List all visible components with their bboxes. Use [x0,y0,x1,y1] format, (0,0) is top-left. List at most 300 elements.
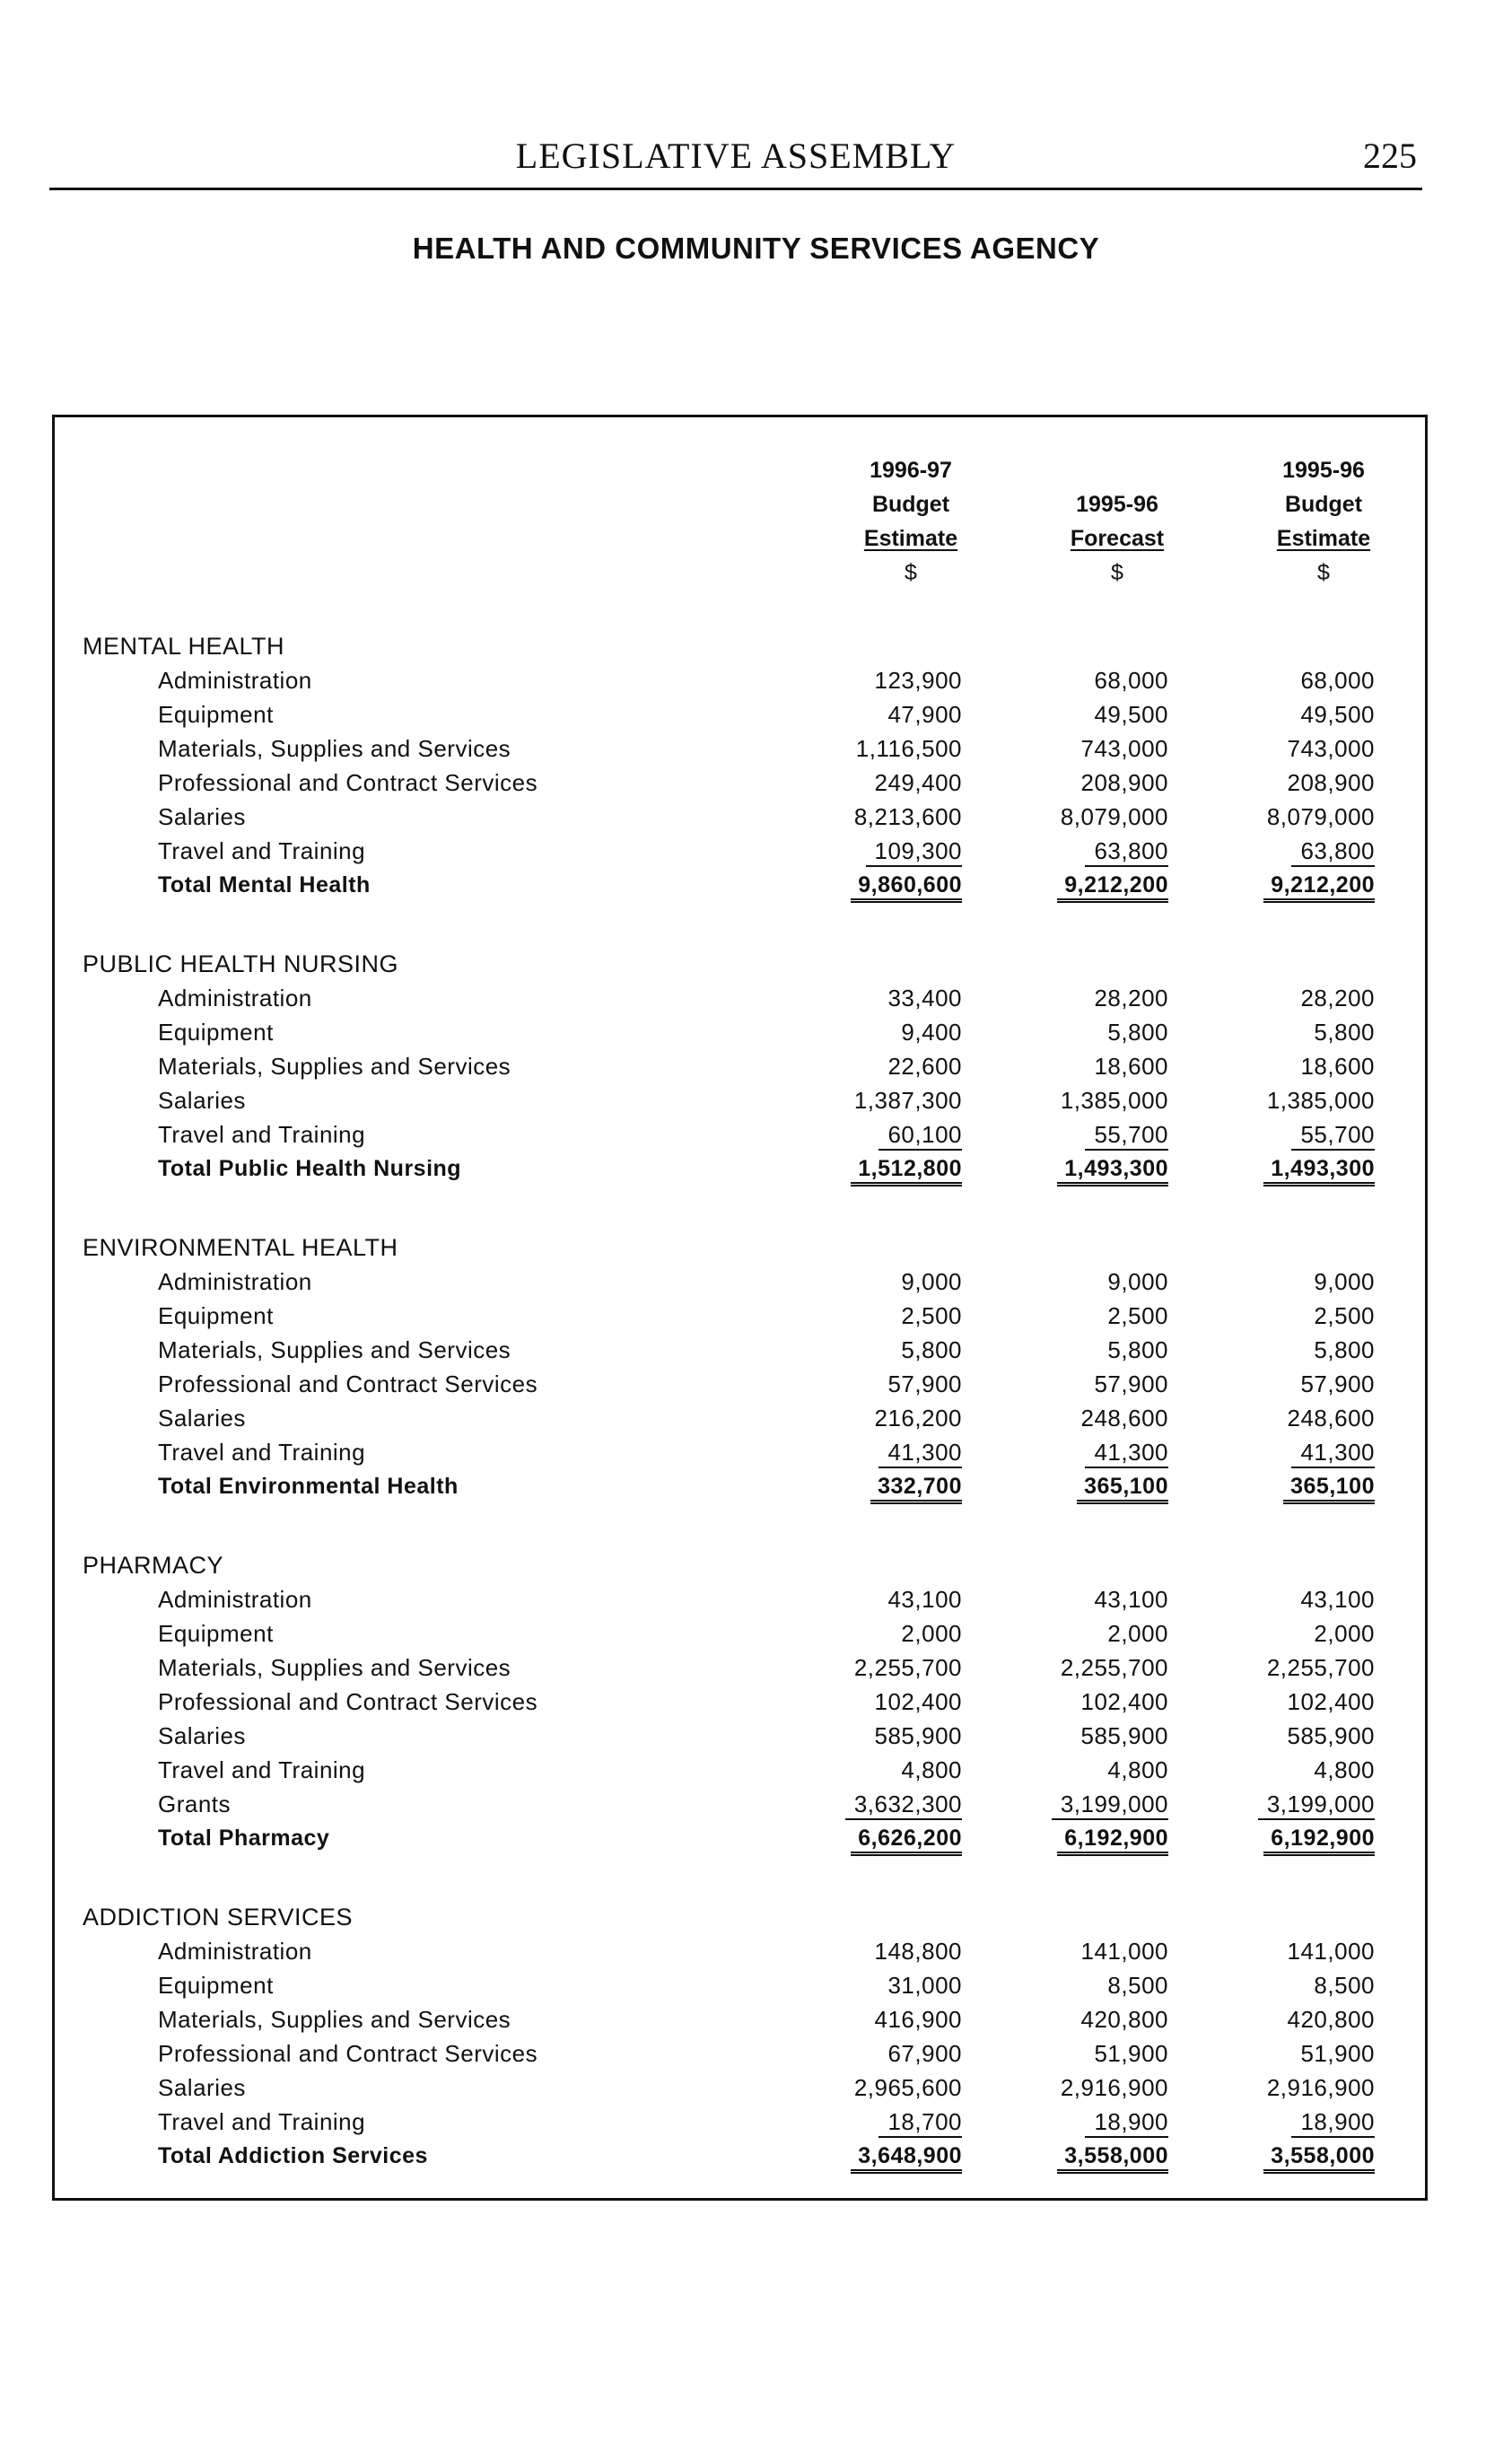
amount: 9,860,600 [851,872,962,903]
amount: 68,000 [1300,667,1375,694]
value-cell [1034,2036,1168,2071]
value-cell [827,1117,962,1151]
amount: 43,100 [1300,1586,1375,1613]
value-cell [1034,1015,1168,1049]
amount: 3,632,300 [845,1791,962,1820]
amount: 67,900 [887,2040,962,2067]
value-cell [1034,2071,1168,2105]
row-label-cell [158,2002,867,2036]
row-label-cell [158,2036,867,2071]
amount: 41,300 [1291,1439,1375,1468]
row-label-cell [158,1685,867,1719]
row-label-cell [158,1934,867,1968]
amount: 2,000 [1314,1620,1375,1647]
row-label-cell [158,1582,867,1616]
value-cell [1034,1719,1168,1753]
amount: 63,800 [1291,837,1375,867]
amount: 8,079,000 [1060,803,1168,830]
value-cell [827,1435,962,1469]
amount: 332,700 [870,1474,962,1504]
value-cell [1034,1968,1168,2002]
value-cell [827,1083,962,1117]
value-cell [827,1469,962,1503]
column-header-line: Estimate [863,526,958,551]
value-cell [827,731,962,766]
amount: 18,600 [1300,1053,1375,1080]
value-cell [1034,1117,1168,1151]
value-cell [1034,1265,1168,1299]
value-cell [1240,1049,1375,1083]
dot-leader [158,1719,867,1753]
line-item-row [83,1787,1375,1821]
line-item-row [83,1651,1375,1685]
row-label-cell [158,1333,867,1367]
amount: 743,000 [1287,735,1375,762]
amount: 55,700 [1085,1121,1168,1151]
value-cell [827,1367,962,1401]
amount: 1,493,300 [1057,1156,1168,1186]
value-cell [1034,1753,1168,1787]
row-label: Professional and Contract Services [158,1370,546,1397]
row-label-cell [158,1117,867,1151]
row-label: Total Addiction Services [158,2143,437,2168]
amount: 102,400 [1080,1688,1168,1715]
row-label-cell [158,1299,867,1333]
amount: 2,500 [901,1302,962,1329]
amount: 4,800 [1107,1756,1168,1783]
value-cell [827,1934,962,1968]
value-cell [1240,1367,1375,1401]
row-label: Salaries [158,1405,255,1432]
amount: 8,500 [1107,1972,1168,1999]
amount: 102,400 [874,1688,962,1715]
column-header-line [1027,453,1207,487]
amount: 420,800 [1080,2006,1168,2033]
row-label-cell [158,2139,867,2173]
value-cell [827,2002,962,2036]
value-cell [827,766,962,800]
line-item-row [83,1299,1375,1333]
line-item-row [83,697,1375,731]
amount: 8,500 [1314,1972,1375,1999]
row-label-cell [158,1083,867,1117]
value-cell [827,1968,962,2002]
line-item-row [83,800,1375,834]
budget-sections [83,629,1375,2218]
row-label-cell [158,1719,867,1753]
amount: 365,100 [1283,1474,1375,1504]
value-cell [827,834,962,868]
row-label: Salaries [158,803,255,830]
amount: 208,900 [1080,769,1168,796]
value-cell [827,1821,962,1855]
value-cell [1240,981,1375,1015]
value-cell [1240,1151,1375,1186]
row-label-cell [158,834,867,868]
amount: 2,000 [1107,1620,1168,1647]
amount: 9,212,200 [1057,872,1168,903]
value-cell [1034,1934,1168,1968]
amount: 8,079,000 [1266,803,1375,830]
row-label-cell [158,766,867,800]
amount: 2,500 [1314,1302,1375,1329]
amount: 9,212,200 [1263,872,1375,903]
dot-leader [158,800,867,834]
row-label-cell [158,1821,867,1855]
line-item-row [83,1049,1375,1083]
value-cell [1240,2002,1375,2036]
value-cell [1240,1401,1375,1435]
amount: 6,192,900 [1263,1826,1375,1856]
amount: 141,000 [1080,1938,1168,1965]
row-label: Administration [158,1586,321,1613]
amount: 102,400 [1287,1688,1375,1715]
amount: 63,800 [1085,837,1168,867]
value-cell [1240,2139,1375,2173]
value-cell [1240,1616,1375,1651]
amount: 43,100 [887,1586,962,1613]
value-cell [1034,1685,1168,1719]
line-item-row [83,1117,1375,1151]
value-cell [1034,1083,1168,1117]
amount: 416,900 [874,2006,962,2033]
amount: 585,900 [1080,1722,1168,1749]
line-item-row [83,1333,1375,1367]
amount: 420,800 [1287,2006,1375,2033]
column-header-line: Estimate [1276,526,1371,551]
amount: 4,800 [1314,1756,1375,1783]
budget-section [83,947,1375,1186]
row-label: Administration [158,1938,321,1965]
value-cell [1034,834,1168,868]
amount: 9,400 [901,1019,962,1046]
value-cell [1034,766,1168,800]
running-head-title: LEGISLATIVE ASSEMBLY [515,136,957,176]
value-cell [827,1299,962,1333]
value-cell [1240,1651,1375,1685]
value-cell [1034,1049,1168,1083]
value-cell [1240,1333,1375,1367]
value-cell [1240,1968,1375,2002]
amount: 2,255,700 [1060,1654,1168,1681]
row-label: Materials, Supplies and Services [158,1053,520,1080]
column-header-1996-97-estimate [821,453,1001,590]
row-label: Salaries [158,2074,255,2101]
line-item-row [83,1435,1375,1469]
value-cell [827,1685,962,1719]
line-item-row [83,1265,1375,1299]
row-label: Professional and Contract Services [158,2040,546,2067]
value-cell [827,663,962,697]
row-label: Administration [158,985,321,1011]
row-label: Equipment [158,1620,283,1647]
row-label: Total Pharmacy [158,1826,338,1851]
amount: 2,255,700 [1266,1654,1375,1681]
row-label-cell [158,1049,867,1083]
amount: 8,213,600 [853,803,962,830]
value-cell [1034,1367,1168,1401]
row-label: Travel and Training [158,837,374,864]
value-cell [827,1049,962,1083]
value-cell [1034,1333,1168,1367]
amount: 49,500 [1094,701,1168,728]
amount: 33,400 [887,985,962,1011]
amount: 5,800 [1314,1336,1375,1363]
section-title: PUBLIC HEALTH NURSING [83,950,399,977]
value-cell [827,2105,962,2139]
row-label: Travel and Training [158,1756,374,1783]
row-label-cell [158,1651,867,1685]
total-row [83,1469,1375,1503]
amount: 1,387,300 [853,1087,962,1114]
row-label-cell [158,2105,867,2139]
value-cell [1034,1821,1168,1855]
value-cell [827,1265,962,1299]
value-cell [1240,1083,1375,1117]
amount: 5,800 [1314,1019,1375,1046]
line-item-row [83,1083,1375,1117]
value-cell [1240,766,1375,800]
row-label-cell [158,1787,867,1821]
value-cell [1240,731,1375,766]
value-cell [1034,1582,1168,1616]
line-item-row [83,2036,1375,2071]
amount: 57,900 [1094,1370,1168,1397]
amount: 3,648,900 [851,2143,962,2174]
line-item-row [83,663,1375,697]
budget-section [83,629,1375,902]
value-cell [1034,1151,1168,1186]
line-item-row [83,1753,1375,1787]
amount: 28,200 [1094,985,1168,1011]
value-cell [1240,1117,1375,1151]
value-cell [827,1151,962,1186]
value-cell [1240,1719,1375,1753]
value-cell [1240,1015,1375,1049]
value-cell [827,868,962,902]
amount: 5,800 [1107,1336,1168,1363]
row-label: Administration [158,667,321,694]
value-cell [827,1651,962,1685]
line-item-row [83,1719,1375,1753]
value-cell [1034,1435,1168,1469]
amount: 60,100 [878,1121,962,1151]
line-item-row [83,1685,1375,1719]
value-cell [827,1719,962,1753]
value-cell [1240,2105,1375,2139]
row-label: Equipment [158,1019,283,1046]
row-label-cell [158,800,867,834]
amount: 208,900 [1287,769,1375,796]
section-title: ADDICTION SERVICES [83,1904,354,1931]
amount: 2,500 [1107,1302,1168,1329]
value-cell [1034,1469,1168,1503]
value-cell [1240,1582,1375,1616]
line-item-row [83,981,1375,1015]
amount: 57,900 [887,1370,962,1397]
amount: 248,600 [1080,1405,1168,1432]
row-label: Travel and Training [158,1439,374,1466]
amount: 2,916,900 [1266,2074,1375,2101]
row-label-cell [158,1616,867,1651]
value-cell [1034,2139,1168,2173]
amount: 41,300 [1085,1439,1168,1468]
amount: 2,000 [901,1620,962,1647]
line-item-row [83,2105,1375,2139]
amount: 123,900 [874,667,962,694]
row-label: Total Mental Health [158,872,380,898]
amount: 1,385,000 [1266,1087,1375,1114]
value-cell [1240,2036,1375,2071]
row-label: Materials, Supplies and Services [158,1336,520,1363]
value-cell [1240,663,1375,697]
row-label-cell [158,1469,867,1503]
line-item-row [83,1968,1375,2002]
amount: 18,900 [1085,2108,1168,2138]
row-label: Administration [158,1268,321,1295]
dot-leader [158,1787,867,1821]
value-cell [827,2139,962,2173]
amount: 9,000 [1314,1268,1375,1295]
section-title: MENTAL HEALTH [83,633,285,660]
value-cell [1240,1685,1375,1719]
value-cell [1034,1616,1168,1651]
value-cell [1034,697,1168,731]
amount: 585,900 [874,1722,962,1749]
amount: 365,100 [1077,1474,1168,1504]
line-item-row [83,2002,1375,2036]
row-label-cell [158,1015,867,1049]
value-cell [827,1333,962,1367]
column-currency: $ [905,560,917,585]
line-item-row [83,1015,1375,1049]
row-label: Materials, Supplies and Services [158,2006,520,2033]
row-label: Total Public Health Nursing [158,1156,470,1181]
budget-section [83,1900,1375,2173]
amount: 2,255,700 [853,1654,962,1681]
row-label: Travel and Training [158,1121,374,1148]
value-cell [1240,1753,1375,1787]
amount: 9,000 [1107,1268,1168,1295]
value-cell [827,1582,962,1616]
amount: 141,000 [1287,1938,1375,1965]
value-cell [1240,868,1375,902]
row-label: Salaries [158,1722,255,1749]
value-cell [827,981,962,1015]
amount: 51,900 [1094,2040,1168,2067]
amount: 22,600 [887,1053,962,1080]
row-label-cell [158,2071,867,2105]
row-label-cell [158,1367,867,1401]
row-label-cell [158,868,867,902]
value-cell [827,2071,962,2105]
amount: 1,385,000 [1060,1087,1168,1114]
value-cell [1034,663,1168,697]
row-label-cell [158,1753,867,1787]
amount: 49,500 [1300,701,1375,728]
row-label: Equipment [158,1302,283,1329]
row-label: Professional and Contract Services [158,769,546,796]
total-row [83,868,1375,902]
value-cell [1034,800,1168,834]
value-cell [1240,834,1375,868]
section-title: ENVIRONMENTAL HEALTH [83,1234,398,1261]
row-label-cell [158,663,867,697]
amount: 57,900 [1300,1370,1375,1397]
column-currency: $ [1111,560,1123,585]
value-cell [827,1401,962,1435]
section-title: PHARMACY [83,1552,224,1579]
value-cell [827,697,962,731]
value-cell [1240,800,1375,834]
value-cell [1240,1787,1375,1821]
amount: 249,400 [874,769,962,796]
amount: 585,900 [1287,1722,1375,1749]
value-cell [1240,1469,1375,1503]
row-label: Travel and Training [158,2108,374,2135]
line-item-row [83,766,1375,800]
column-header-1995-96-forecast [1027,453,1207,590]
value-cell [827,800,962,834]
row-label-cell [158,1968,867,2002]
total-row [83,1821,1375,1855]
value-cell [1034,1651,1168,1685]
amount: 1,493,300 [1263,1156,1375,1186]
row-label: Materials, Supplies and Services [158,1654,520,1681]
line-item-row [83,1582,1375,1616]
amount: 18,900 [1291,2108,1375,2138]
column-header-line: 1995-96 [1076,492,1158,517]
value-cell [827,1616,962,1651]
amount: 18,600 [1094,1053,1168,1080]
amount: 148,800 [874,1938,962,1965]
row-label-cell [158,731,867,766]
amount: 43,100 [1094,1586,1168,1613]
line-item-row [83,1367,1375,1401]
total-row [83,1151,1375,1186]
row-label: Professional and Contract Services [158,1688,546,1715]
amount: 28,200 [1300,985,1375,1011]
row-label: Equipment [158,1972,283,1999]
dot-leader [158,2071,867,2105]
amount: 41,300 [878,1439,962,1468]
amount: 6,626,200 [851,1826,962,1856]
amount: 47,900 [887,701,962,728]
row-label: Salaries [158,1087,255,1114]
row-label: Grants [158,1791,240,1817]
running-head [49,135,1422,190]
amount: 216,200 [874,1405,962,1432]
total-row [83,2139,1375,2173]
budget-section [83,1548,1375,1855]
column-header-line: Budget [871,492,950,517]
row-label-cell [158,1401,867,1435]
amount: 109,300 [866,837,962,867]
amount: 743,000 [1080,735,1168,762]
amount: 2,965,600 [853,2074,962,2101]
amount: 6,192,900 [1057,1826,1168,1856]
value-cell [1240,1265,1375,1299]
value-cell [1034,731,1168,766]
value-cell [1240,2071,1375,2105]
amount: 5,800 [901,1336,962,1363]
value-cell [827,2036,962,2071]
dot-leader [158,1083,867,1117]
amount: 9,000 [901,1268,962,1295]
value-cell [1240,1821,1375,1855]
amount: 1,512,800 [851,1156,962,1186]
amount: 18,700 [878,2108,962,2138]
